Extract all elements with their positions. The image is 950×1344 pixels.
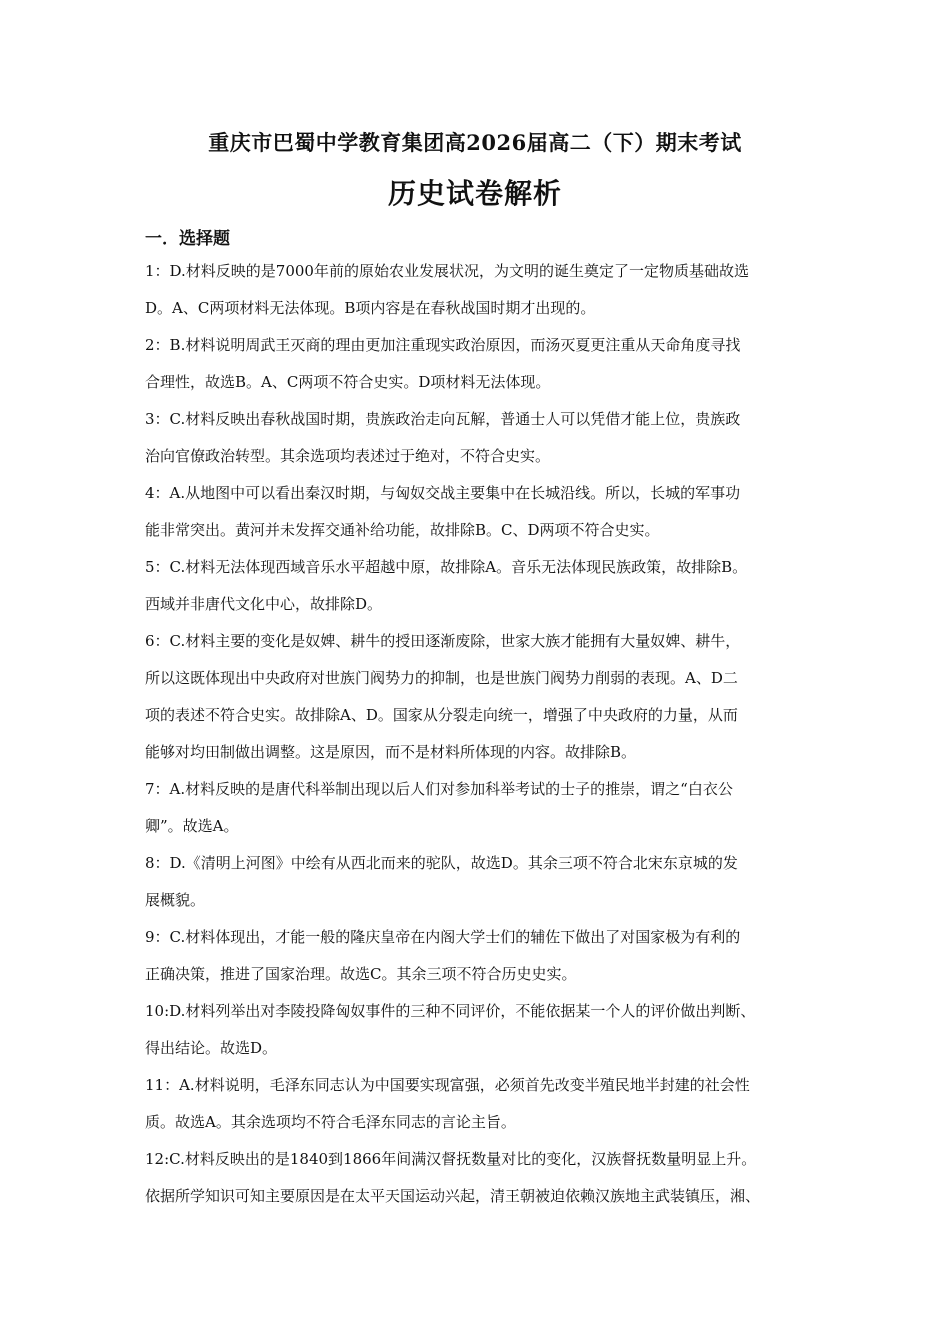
text-line: 10:D.材料列举出对李陵投降匈奴事件的三种不同评价，不能依据某一个人的评价做出判断、 <box>145 1002 756 1020</box>
text-line: 11：A.材料说明，毛泽东同志认为中国要实现富强，必须首先改变半殖民地半封建的社会性 <box>145 1076 750 1094</box>
text-line: 西域并非唐代文化中心，故排除D。 <box>145 595 383 613</box>
text-line: D。A、C两项材料无法体现。B项内容是在春秋战国时期才出现的。 <box>145 299 596 317</box>
text-line: 3：C.材料反映出春秋战国时期，贵族政治走向瓦解，普通士人可以凭借才能上位，贵族政 <box>145 410 741 428</box>
document-title: 重庆市巴蜀中学教育集团高2026届高二（下）期末考试 <box>208 130 742 155</box>
text-line: 卿”。故选A。 <box>145 817 239 835</box>
text-line: 依据所学知识可知主要原因是在太平天国运动兴起，清王朝被迫依赖汉族地主武装镇压，湘、 <box>145 1187 761 1205</box>
answer-explanations <box>145 258 809 1220</box>
text-line: 4：A.从地图中可以看出秦汉时期，与匈奴交战主要集中在长城沿线。所以，长城的军事功 <box>145 484 741 502</box>
section-heading: 一．选择题 <box>145 229 230 249</box>
text-line: 治向官僚政治转型。其余选项均表述过于绝对，不符合史实。 <box>145 447 551 465</box>
text-line: 能非常突出。黄河并未发挥交通补给功能，故排除B。C、D两项不符合史实。 <box>145 521 660 539</box>
document-subtitle: 历史试卷解析 <box>387 177 562 210</box>
text-line: 7：A.材料反映的是唐代科举制出现以后人们对参加科举考试的士子的推崇，谓之“白衣公 <box>145 780 733 798</box>
text-line: 9：C.材料体现出，才能一般的隆庆皇帝在内阁大学士们的辅佐下做出了对国家极为有利的 <box>145 928 741 946</box>
text-line: 6：C.材料主要的变化是奴婢、耕牛的授田逐渐废除，世家大族才能拥有大量奴婢、耕牛， <box>145 632 741 650</box>
text-line: 8：D.《清明上河图》中绘有从西北而来的驼队，故选D。其余三项不符合北宋东京城的发 <box>145 854 738 872</box>
text-line: 得出结论。故选D。 <box>145 1039 278 1057</box>
text-line: 展概貌。 <box>145 891 206 909</box>
text-line: 能够对均田制做出调整。这是原因，而不是材料所体现的内容。故排除B。 <box>145 743 637 761</box>
text-line: 所以这既体现出中央政府对世族门阀势力的抑制，也是世族门阀势力削弱的表现。A、D二 <box>145 669 738 687</box>
text-line: 合理性，故选B。A、C两项不符合史实。D项材料无法体现。 <box>145 373 551 391</box>
text-line: 2：B.材料说明周武王灭商的理由更加注重现实政治原因，而汤灭夏更注重从天命角度寻找 <box>145 336 741 354</box>
text-line: 12:C.材料反映出的是1840到1866年间满汉督抚数量对比的变化，汉族督抚数量明显上升。 <box>145 1150 757 1168</box>
text-line: 1：D.材料反映的是7000年前的原始农业发展状况，为文明的诞生奠定了一定物质基础故选 <box>145 262 749 280</box>
text-line: 质。故选A。其余选项均不符合毛泽东同志的言论主旨。 <box>145 1113 516 1131</box>
text-line: 项的表述不符合史实。故排除A、D。国家从分裂走向统一，增强了中央政府的力量，从而 <box>145 706 738 724</box>
text-line: 5：C.材料无法体现西域音乐水平超越中原，故排除A。音乐无法体现民族政策，故排除B。 <box>145 558 748 576</box>
text-line: 正确决策，推进了国家治理。故选C。其余三项不符合历史史实。 <box>145 965 577 983</box>
